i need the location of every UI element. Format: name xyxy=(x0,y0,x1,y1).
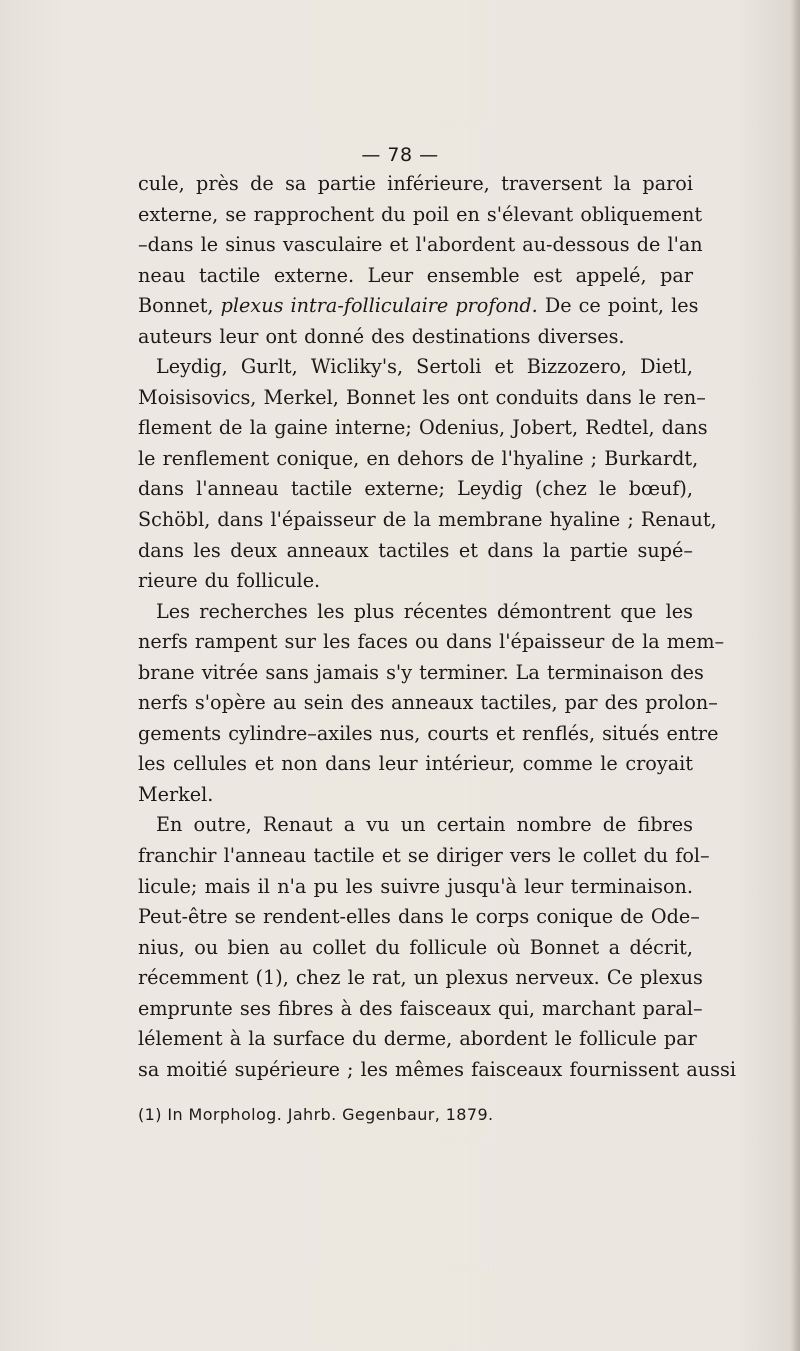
body-text xyxy=(138,169,736,1085)
footnote: (1) In Morpholog. Jahrb. Gegenbaur, 1879. xyxy=(138,1105,494,1124)
text-line: –dans le sinus vasculaire et l'abordent au-dessous de l'an xyxy=(138,233,703,257)
text-line: lélement à la surface du derme, abordent le follicule par xyxy=(138,1027,697,1051)
text-line: cule, près de sa partie inférieure, traversent la paroi xyxy=(138,172,693,195)
text-line: sa moitié supérieure ; les mêmes faisceaux fournissent aussi xyxy=(138,1057,736,1081)
text-line: dans l'anneau tactile externe; Leydig (chez le bœuf), xyxy=(138,477,693,501)
page-number: — 78 — xyxy=(361,144,439,166)
text-line: Schöbl, dans l'épaisseur de la membrane hyaline ; Renaut, xyxy=(138,508,717,532)
text-line: flement de la gaine interne; Odenius, Jobert, Redtel, dans xyxy=(138,416,708,440)
text-line: neau tactile externe. Leur ensemble est appelé, par xyxy=(138,263,693,287)
text-line: externe, se rapprochent du poil en s'élevant obliquement xyxy=(138,202,703,226)
text-line: Peut-être se rendent-elles dans le corps conique de Ode– xyxy=(138,905,700,929)
text-segment: Bonnet, xyxy=(138,294,221,318)
text-line: auteurs leur ont donné des destinations diverses. xyxy=(138,324,625,348)
text-line: le renflement conique, en dehors de l'hyaline ; Burkardt, xyxy=(138,446,699,470)
text-line: Les recherches les plus récentes démontrent que les xyxy=(156,599,693,623)
text-line: dans les deux anneaux tactiles et dans la partie supé– xyxy=(138,538,693,562)
text-line: Moisisovics, Merkel, Bonnet les ont conduits dans le ren– xyxy=(138,385,706,409)
text-line xyxy=(138,291,699,322)
text-line: franchir l'anneau tactile et se diriger vers le collet du fol– xyxy=(138,844,710,868)
text-segment: De ce point, les xyxy=(537,294,699,318)
text-line: brane vitrée sans jamais s'y terminer. La terminaison des xyxy=(138,660,704,684)
text-line: les cellules et non dans leur intérieur, comme le croyait xyxy=(138,752,693,776)
text-line: gements cylindre–axiles nus, courts et renflés, situés entre xyxy=(138,721,719,745)
text-line: nerfs s'opère au sein des anneaux tactiles, par des prolon– xyxy=(138,691,718,715)
italic-term: plexus intra-folliculaire profond. xyxy=(220,294,538,318)
page-edge-shadow xyxy=(790,0,800,1351)
text-line: Leydig, Gurlt, Wicliky's, Sertoli et Bizzozero, Dietl, xyxy=(156,355,693,379)
text-line: En outre, Renaut a vu un certain nombre de fibres xyxy=(156,813,693,837)
text-line: nius, ou bien au collet du follicule où Bonnet a décrit, xyxy=(138,935,693,959)
text-line: Merkel. xyxy=(138,782,214,806)
text-line: nerfs rampent sur les faces ou dans l'épaisseur de la mem– xyxy=(138,630,725,654)
text-line: emprunte ses fibres à des faisceaux qui, marchant paral– xyxy=(138,996,703,1020)
text-line: rieure du follicule. xyxy=(138,569,321,593)
text-line: récemment (1), chez le rat, un plexus nerveux. Ce plexus xyxy=(138,966,703,990)
text-line: licule; mais il n'a pu les suivre jusqu'à leur terminaison. xyxy=(138,874,693,898)
